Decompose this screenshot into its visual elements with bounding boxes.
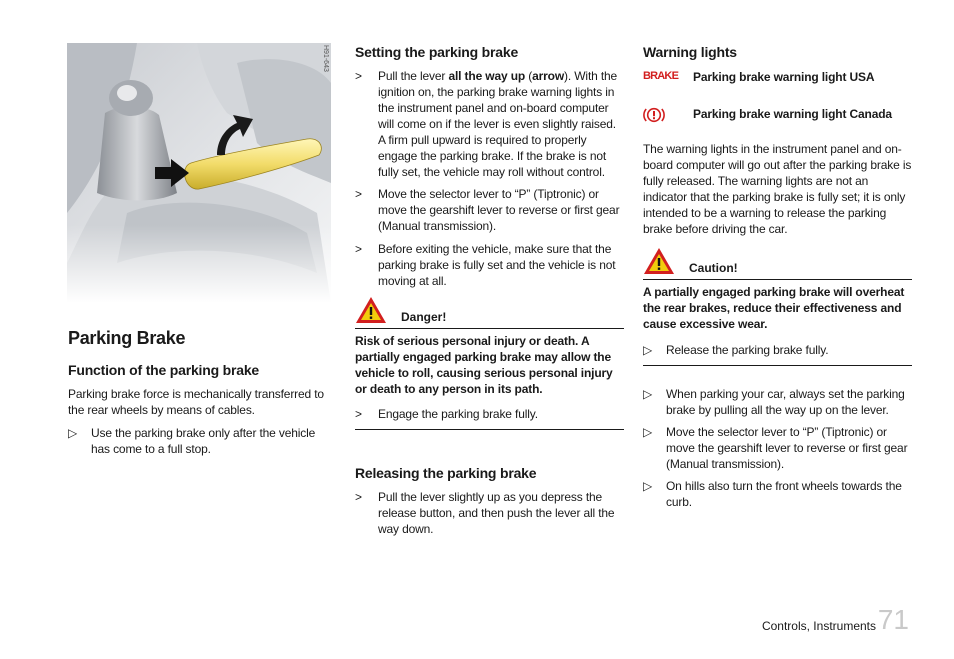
warning-lights-heading: Warning lights (643, 44, 737, 60)
usa-light-label: Parking brake warning light USA (693, 70, 875, 84)
page-title: Parking Brake (68, 328, 186, 348)
caution-label: Caution! (689, 261, 738, 275)
danger-text: Risk of serious personal injury or death. A partially engaged parking brake may allow the vehicle to roll, causing serious personal injury or death to any person in its path. (355, 334, 613, 396)
list-item: ▷ When parking your car, always set the parking brake by pulling all the way up on the lever. (643, 387, 905, 417)
list-item: ▷ On hills also turn the front wheels towards the curb. (643, 479, 902, 509)
chevron-bullet-icon: > (355, 187, 362, 201)
danger-header (355, 296, 624, 329)
page-number: 71 (877, 604, 909, 635)
canada-light-label: Parking brake warning light Canada (693, 107, 892, 121)
list-item: > Engage the parking brake fully. (355, 407, 538, 421)
list-item: ▷ Release the parking brake fully. (643, 343, 829, 357)
warning-paragraph: The warning lights in the instrument panel and on-board computer will go out after the parking brake is fully released. The warning lights are not an indicator that the parking brake is fully set; it is only intended to be a warning to release the parking brake before driving the car. (643, 142, 912, 236)
chevron-bullet-icon: > (355, 407, 362, 421)
triangle-bullet-icon: ▷ (643, 425, 653, 439)
chevron-bullet-icon: > (355, 69, 362, 83)
list-item: ▷ Use the parking brake only after the vehicle has come to a full stop. (68, 426, 316, 456)
list-item: > Before exiting the vehicle, make sure that the parking brake is fully set and the vehicle is not moving at all. (355, 242, 616, 288)
releasing-heading: Releasing the parking brake (355, 465, 537, 481)
caution-header (643, 247, 912, 280)
list-item: > Pull the lever slightly up as you depress the release button, and then push the lever all the way down. (355, 490, 615, 536)
list-item: > Pull the lever all the way up (arrow). With the ignition on, the parking brake warning lights in the instrument panel and on-board computer will come on if the lever is even slightly raised. A firm pull upward is required to properly engage the parking brake. If the brake is not fully set, the vehicle may roll without control. (355, 69, 618, 179)
chevron-bullet-icon: > (355, 242, 362, 256)
function-heading: Function of the parking brake (68, 362, 259, 378)
chevron-bullet-icon: > (355, 490, 362, 504)
triangle-bullet-icon: ▷ (643, 387, 653, 401)
intro-paragraph: Parking brake force is mechanically transferred to the rear wheels by means of cables. (68, 387, 324, 417)
triangle-bullet-icon: ▷ (68, 426, 78, 440)
list-item: ▷ Move the selector lever to “P” (Tiptronic) or move the gearshift lever to reverse or first gear (Manual transmission). (643, 425, 908, 471)
triangle-bullet-icon: ▷ (643, 479, 653, 493)
caution-triangle-icon (643, 247, 675, 275)
list-item: > Move the selector lever to “P” (Tiptronic) or move the gearshift lever to reverse or first gear (Manual transmission). (355, 187, 620, 233)
photo-code: H91-643 (322, 45, 329, 72)
footer-section: Controls, Instruments (761, 619, 876, 633)
danger-bullet-block (355, 406, 624, 430)
brake-usa-icon: BRAKE (643, 70, 679, 82)
left-column (68, 327, 332, 457)
triangle-bullet-icon: ▷ (643, 343, 653, 357)
right-column (643, 43, 912, 61)
middle-column (355, 43, 624, 537)
caution-text: A partially engaged parking brake will overheat the rear brakes, reduce their effectiveness and cause excessive wear. (643, 285, 905, 331)
caution-bullet-block (643, 342, 912, 366)
parking-brake-photo (67, 43, 331, 303)
right-column-body (643, 141, 912, 510)
setting-heading: Setting the parking brake (355, 44, 519, 60)
brake-canada-icon (643, 106, 665, 124)
danger-label: Danger! (401, 310, 447, 324)
danger-triangle-icon (355, 296, 387, 324)
